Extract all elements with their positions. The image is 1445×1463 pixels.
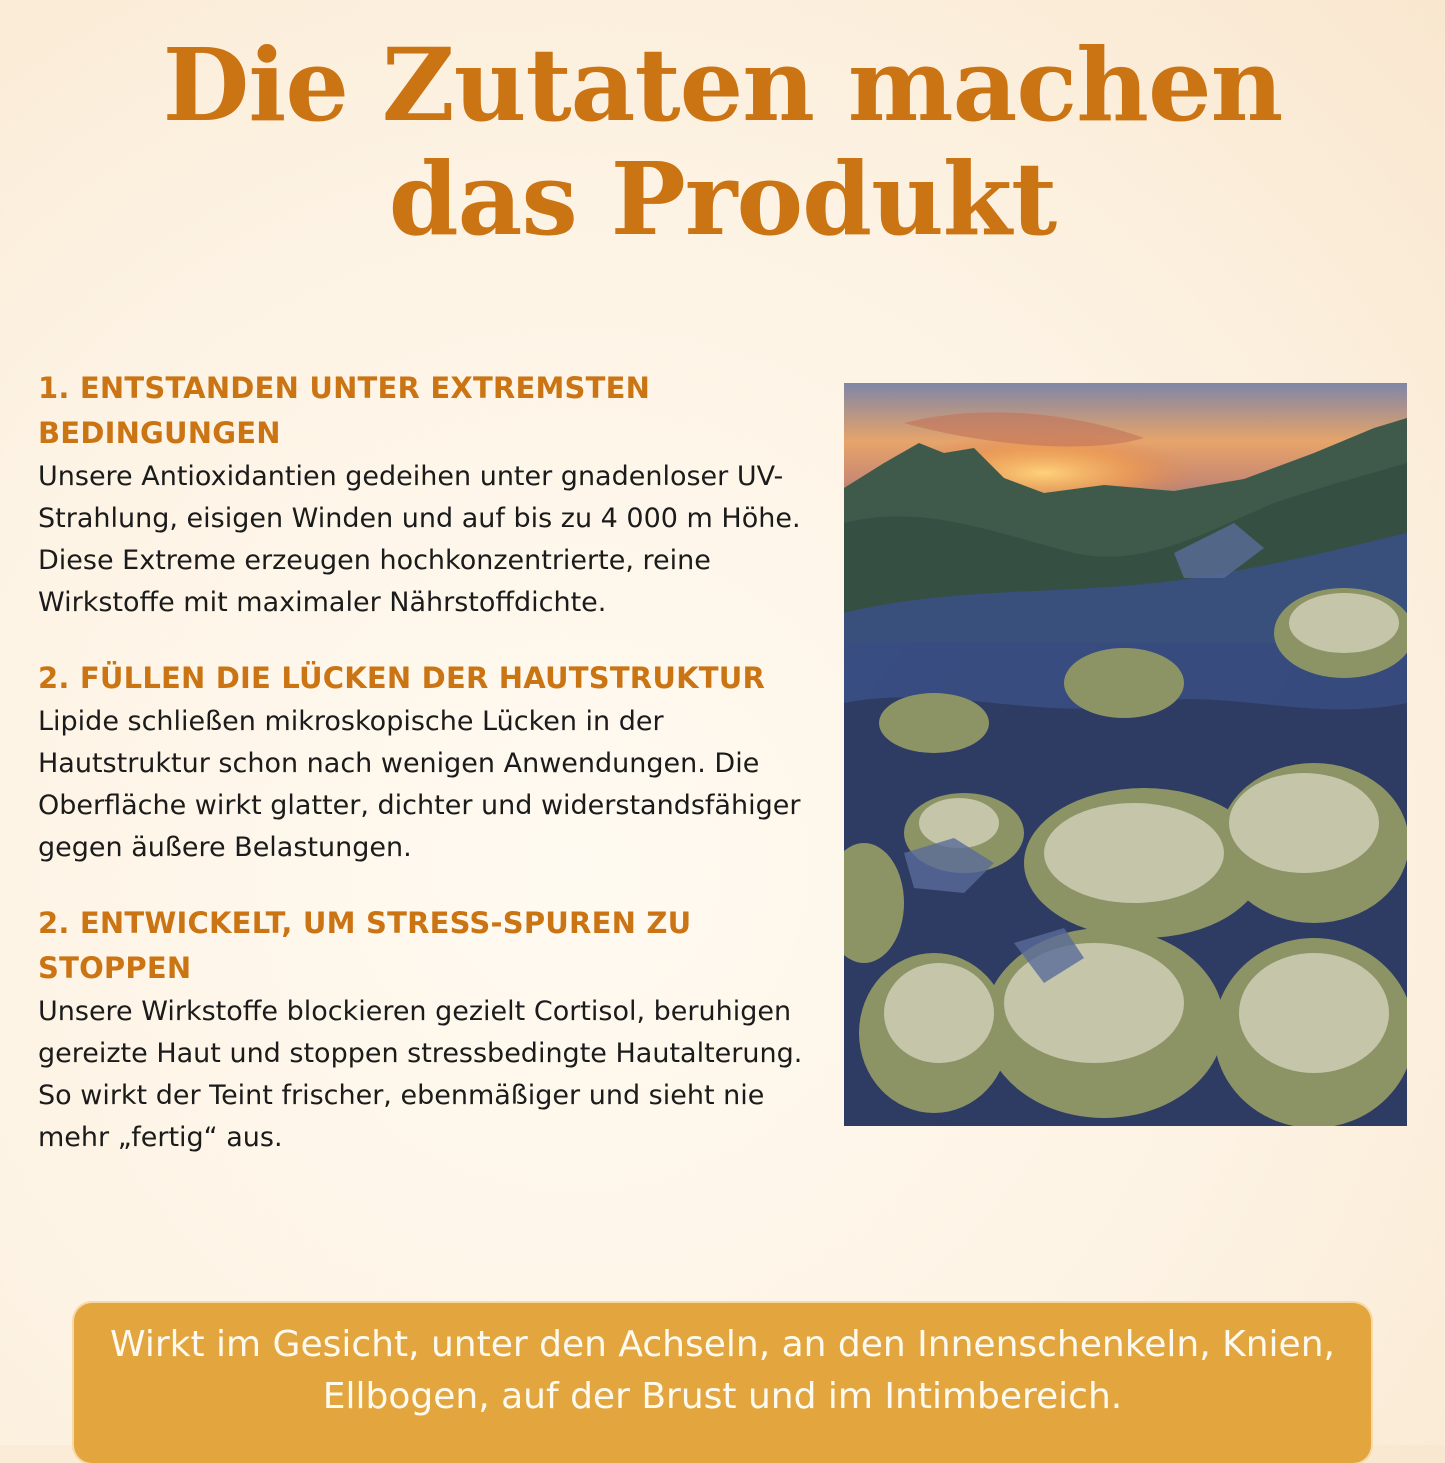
usage-areas-banner [74, 1303, 1371, 1463]
ingredient-sections [38, 366, 813, 1191]
section-stress-marks [38, 901, 813, 1159]
section-heading: 2. ENTWICKELT, UM STRESS-SPUREN ZU STOPPEN [38, 906, 692, 985]
page-title-line-1: Die Zutaten machen [162, 26, 1283, 144]
section-body: Lipide schließen mikroskopische Lücken in der Hautstruktur schon nach wenigen Anwendungen. Die Oberfläche wirkt glatter, dichter und widerstandsfähiger gegen äußere Belastungen. [38, 706, 801, 863]
section-extreme-conditions [38, 366, 813, 624]
mountain-landscape-photo [844, 383, 1407, 1126]
section-body: Unsere Antioxidantien gedeihen unter gnadenloser UV-Strahlung, eisigen Winden und auf bis zu 4 000 m Höhe. Diese Extreme erzeugen hochkonzentrierte, reine Wirkstoffe mit maximaler Nährstoffdichte. [38, 461, 801, 618]
section-heading: 1. ENTSTANDEN UNTER EXTREMSTEN BEDINGUNGEN [38, 371, 651, 450]
section-skin-structure [38, 656, 813, 869]
section-heading: 2. FÜLLEN DIE LÜCKEN DER HAUTSTRUKTUR [38, 661, 766, 695]
section-body: Unsere Wirkstoffe blockieren gezielt Cortisol, beruhigen gereizte Haut und stoppen stressbedingte Hautalterung. So wirkt der Teint frischer, ebenmäßiger und sieht nie mehr „fertig“ aus. [38, 996, 803, 1153]
usage-areas-text: Wirkt im Gesicht, unter den Achseln, an den Innenschenkeln, Knien, Ellbogen, auf der Brust und im Intimbereich. [110, 1324, 1335, 1417]
page-title-line-2: das Produkt [388, 140, 1057, 258]
page-title [0, 28, 1445, 256]
